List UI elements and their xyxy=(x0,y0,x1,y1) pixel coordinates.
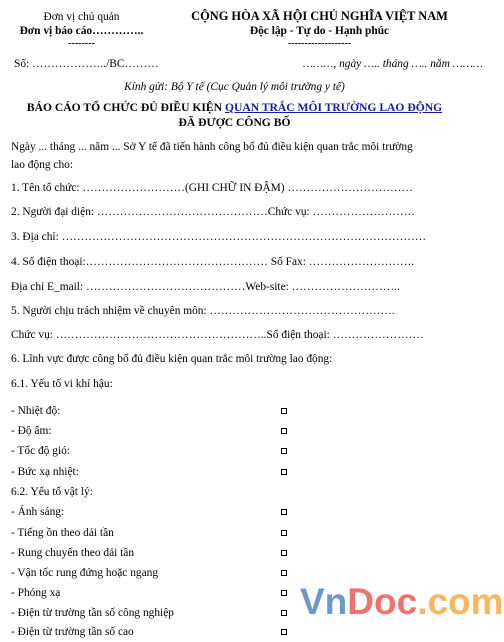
report-title-prefix: BÁO CÁO TỔ CHỨC ĐỦ ĐIỀU KIỆN xyxy=(26,101,225,114)
field-scope-heading: 6. Lĩnh vực được công bố đủ điều kiện quan trắc môi trường lao động: xyxy=(11,353,333,365)
section-physical-factors: 6.2. Yếu tố vật lý: xyxy=(11,486,93,498)
checklist-item-temperature: - Nhiệt độ: xyxy=(11,405,61,417)
checkbox-radiation[interactable] xyxy=(281,590,287,596)
report-title-line1 xyxy=(0,101,469,115)
checklist-item-industrial-emf: - Điện từ trường tần số công nghiệp xyxy=(11,607,174,619)
field-representative: 2. Người đại diện: ………………………………………Chức vụ: ……………………… xyxy=(11,206,416,218)
vndoc-watermark-logo xyxy=(300,581,504,623)
checkbox-heat-radiation[interactable] xyxy=(281,469,287,475)
left-header-divider: -------- xyxy=(68,38,95,49)
checkbox-industrial-emf[interactable] xyxy=(281,610,287,616)
checkbox-wind-speed[interactable] xyxy=(281,448,287,454)
country-title: CỘNG HÒA XÃ HỘI CHỦ NGHĨA VIỆT NAM xyxy=(191,9,448,23)
checkbox-noise[interactable] xyxy=(281,530,287,536)
intro-line-1: Ngày ... tháng ... năm ... Sở Y tế đã tiến hành công bố đủ điều kiện quan trắc môi trường xyxy=(11,141,413,153)
checkbox-temperature[interactable] xyxy=(281,408,287,414)
checklist-item-light: - Ánh sáng: xyxy=(11,506,65,518)
document-number: Số: ………………../BC……… xyxy=(14,58,159,70)
checklist-item-wind-speed: - Tốc độ gió: xyxy=(11,445,70,457)
parent-unit-label: Đơn vị chủ quản xyxy=(43,11,120,23)
field-address: 3. Địa chỉ: …………………………………………………………………………………… xyxy=(11,231,427,243)
checkbox-vibration-velocity[interactable] xyxy=(281,570,287,576)
reporting-unit-label: Đơn vị báo cáo………….. xyxy=(19,25,144,37)
checkbox-high-frequency-emf[interactable] xyxy=(281,629,287,635)
checkbox-humidity[interactable] xyxy=(281,428,287,434)
checklist-item-heat-radiation: - Bức xạ nhiệt: xyxy=(11,466,79,478)
intro-line-2: lao động cho: xyxy=(11,159,74,171)
checklist-item-vibration-velocity: - Vận tốc rung đứng hoặc ngang xyxy=(11,567,159,579)
field-position-phone: Chức vụ: ………………………………………………..Số điện thoại: …………………… xyxy=(11,329,424,341)
report-title-line2: ĐÃ ĐƯỢC CÔNG BỐ xyxy=(178,116,291,129)
checklist-item-vibration: - Rung chuyển theo dải tần xyxy=(11,547,135,559)
recipient-line: Kính gửi: Bộ Y tế (Cục Quản lý môi trường y tế) xyxy=(124,81,345,93)
section-microclimate: 6.1. Yếu tố vi khí hậu: xyxy=(11,378,113,390)
checkbox-vibration[interactable] xyxy=(281,550,287,556)
right-header-divider: ------------------- xyxy=(287,38,352,49)
checklist-item-humidity: - Độ ẩm: xyxy=(11,425,52,437)
checklist-item-high-frequency-emf: - Điện từ trường tần số cao xyxy=(11,626,134,638)
field-email-website: Địa chỉ E_mail: ……………………………………Web-site: ……………………….. xyxy=(11,281,400,293)
report-title-link[interactable]: QUAN TRẮC MÔI TRƯỜNG LAO ĐỘNG xyxy=(224,101,443,114)
field-phone-fax: 4. Số điện thoại:………………………………………… Số Fax: ………………………. xyxy=(11,256,415,268)
national-motto: Độc lập - Tự do - Hạnh phúc xyxy=(249,25,390,37)
checklist-item-radiation: - Phóng xạ xyxy=(11,587,61,599)
field-technical-person: 5. Người chịu trách nhiệm về chuyên môn: …………………………………………. xyxy=(11,305,395,317)
watermark-part-com: .com xyxy=(417,581,504,622)
watermark-part-vn: Vn xyxy=(300,581,348,622)
checkbox-light[interactable] xyxy=(281,509,287,515)
document-date: ………, ngày ….. tháng ….. năm ……… xyxy=(303,58,484,70)
watermark-part-doc: Doc xyxy=(347,581,418,622)
checklist-item-noise: - Tiếng ồn theo dải tần xyxy=(11,527,114,539)
field-org-name: 1. Tên tổ chức: ………………………(GHI CHỮ IN ĐẬM) …………………………… xyxy=(11,182,413,194)
